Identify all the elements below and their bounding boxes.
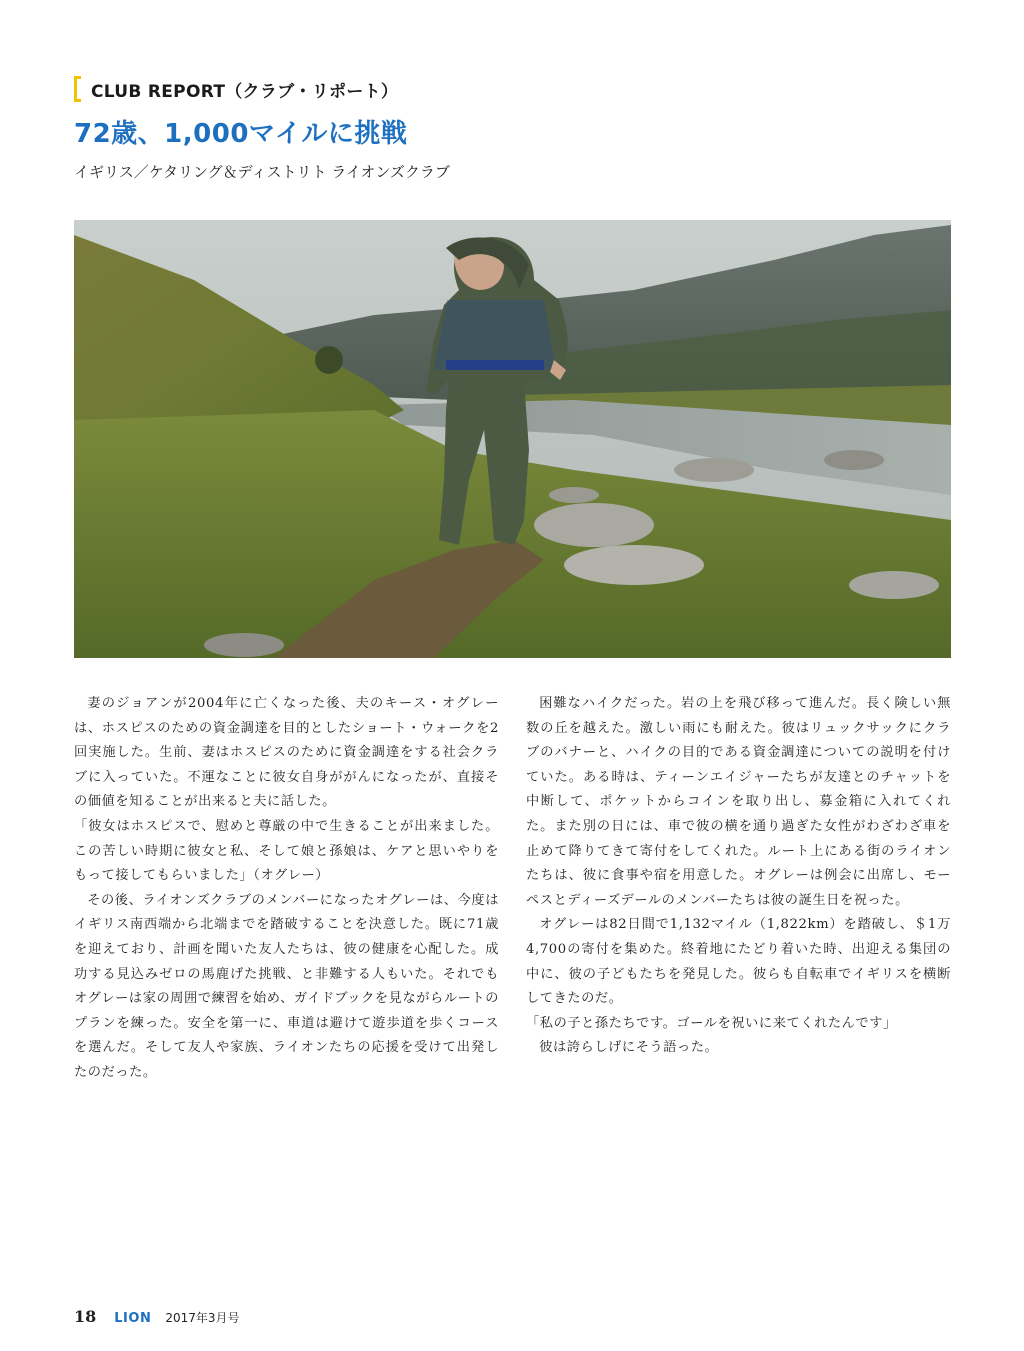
article-column-right [526,692,951,1061]
paragraph: オグレーは82日間で1,132マイル（1,822km）を踏破し、＄1万4,700の寄付を集めた。終着地にたどり着いた時、出迎える集団の中に、彼の子どもたちを発見した。彼らも自転車でイギリスを横断してきたのだ。 [526,917,951,1007]
paragraph: 困難なハイクだった。岩の上を飛び移って進んだ。長く険しい無数の丘を越えた。激しい雨にも耐えた。彼はリュックサックにクラブのバナーと、ハイクの目的である資金調達についての説明を付けていた。ある時は、ティーンエイジャーたちが友達とのチャットを中断して、ポケットからコインを取り出し、募金箱に入れてくれた。また別の日には、車で彼の横を通り過ぎた女性がわざわざ車を止めて降りてきて寄付をしてくれた。ルート上にある街のライオンたちは、彼に食事や宿を用意した。オグレーは例会に出席し、モーペスとディーズデールのメンバーたちは彼の誕生日を祝った。 [526,696,951,908]
paragraph: その後、ライオンズクラブのメンバーになったオグレーは、今度はイギリス南西端から北端までを踏破することを決意した。既に71歳を迎えており、計画を聞いた友人たちは、彼の健康を心配した。成功する見込みゼロの馬鹿げた挑戦、と非難する人もいた。それでもオグレーは家の周囲で練習を始め、ガイドブックを見ながらルートのプランを練った。安全を第一に、車道は避けて遊歩道を歩くコースを選んだ。そして友人や家族、ライオンたちの応援を受けて出発したのだった。 [74,892,499,1080]
magazine-name: LION [114,1311,152,1326]
section-label-text: CLUB REPORT（クラブ・リポート） [91,81,399,102]
page-footer [74,1307,240,1327]
article-subhead: イギリス／ケタリング＆ディストリト ライオンズクラブ [74,163,450,181]
page-number: 18 [74,1307,97,1326]
section-label [74,75,398,103]
hiker-photo-illustration [74,220,951,658]
article-column-left [74,692,499,1086]
article-photo [74,220,951,658]
issue-date: 2017年3月号 [165,1311,240,1325]
article-headline: 72歳、1,000マイルに挑戦 [74,119,408,149]
paragraph: 妻のジョアンが2004年に亡くなった後、夫のキース・オグレーは、ホスピスのための資金調達を目的としたショート・ウォークを2回実施した。生前、妻はホスピスのために資金調達をする社会クラブに入っていた。不運なことに彼女自身ががんになったが、直接その価値を知ることが出来ると夫に話した。 [74,696,499,810]
quote-paragraph: 「彼女はホスピスで、慰めと尊厳の中で生きることが出来ました。この苦しい時期に彼女と私、そして娘と孫娘は、ケアと思いやりをもって接してもらいました」（オグレー） [74,818,499,884]
quote-paragraph: 「私の子と孫たちです。ゴールを祝いに来てくれたんです」 [526,1015,897,1031]
bracket-mark [74,76,81,102]
paragraph: 彼は誇らしげにそう語った。 [539,1040,719,1056]
